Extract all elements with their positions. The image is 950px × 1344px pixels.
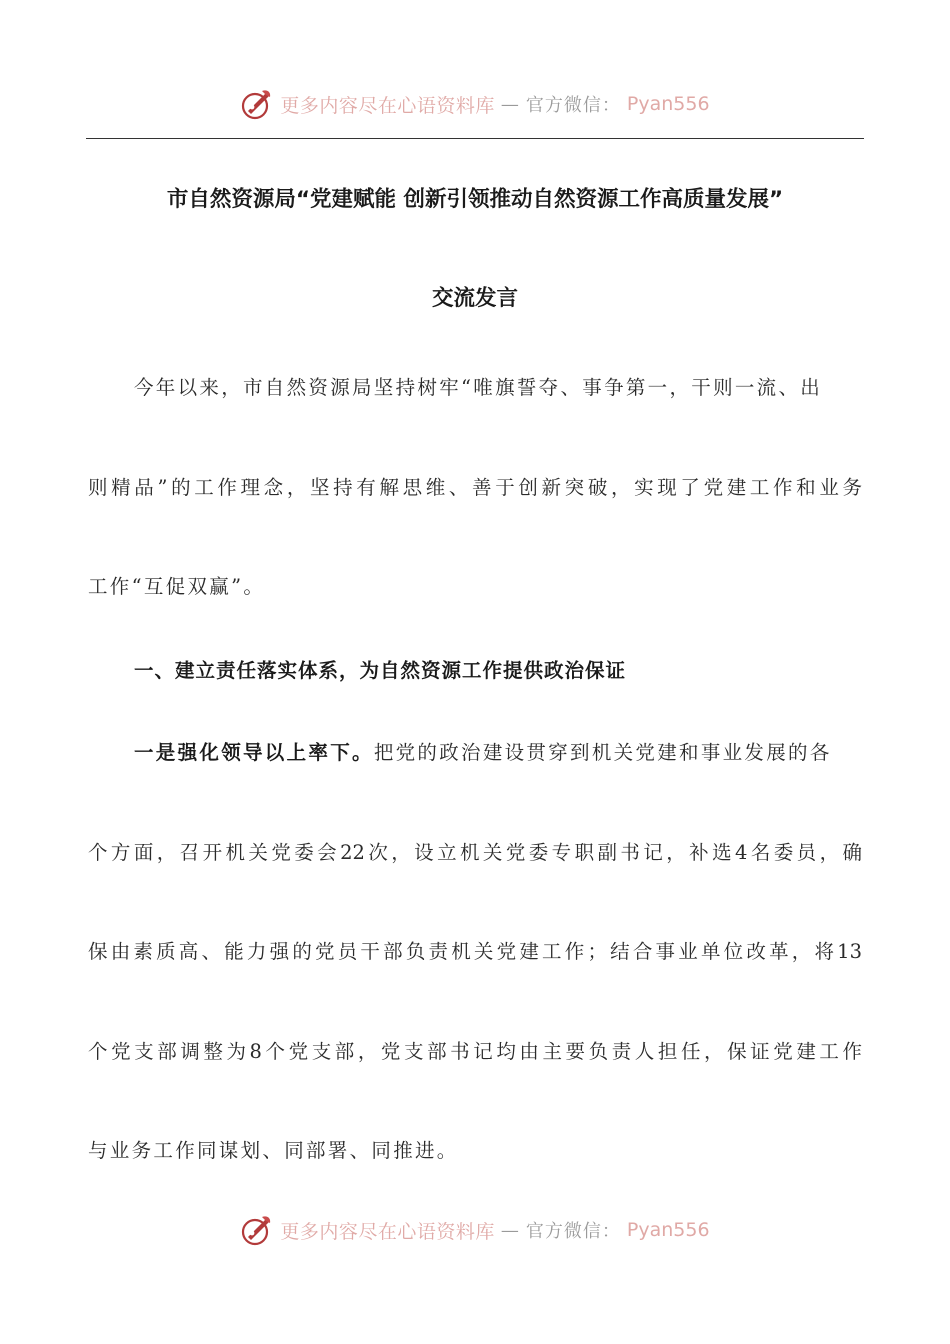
document-title: 市自然资源局“党建赋能 创新引领推动自然资源工作高质量发展” bbox=[166, 187, 784, 212]
para1-line-1-rest: 把党的政治建设贯穿到机关党建和事业发展的各 bbox=[373, 741, 832, 764]
watermark-label: 官方微信： bbox=[525, 95, 621, 116]
footer-watermark bbox=[0, 1210, 950, 1250]
document-subtitle: 交流发言 bbox=[431, 286, 518, 311]
watermark-wechat-id: Pyan556 bbox=[626, 1219, 710, 1241]
para1-line-2: 个方面，召开机关党委会22次，设立机关党委专职副书记，补选4名委员，确 bbox=[88, 841, 862, 864]
header-rule bbox=[86, 138, 864, 139]
watermark-dash: — bbox=[500, 1219, 520, 1241]
para1-line-1 bbox=[88, 737, 862, 765]
para1-line-5: 与业务工作同谋划、同部署、同推进。 bbox=[88, 1139, 459, 1162]
intro-line-1: 今年以来，市自然资源局坚持树牢“唯旗誓夺、事争第一，干则一流、出 bbox=[134, 376, 823, 399]
quill-seal-icon bbox=[240, 87, 274, 121]
watermark-main-text: 更多内容尽在心语资料库 bbox=[280, 94, 495, 117]
header-watermark bbox=[0, 84, 950, 124]
watermark-wechat-id: Pyan556 bbox=[626, 93, 710, 115]
watermark-label: 官方微信： bbox=[525, 1221, 621, 1242]
watermark-dash: — bbox=[500, 93, 520, 115]
quill-seal-icon bbox=[240, 1213, 274, 1247]
watermark-main-text: 更多内容尽在心语资料库 bbox=[280, 1220, 495, 1243]
intro-line-2: 则精品”的工作理念，坚持有解思维、善于创新突破，实现了党建工作和业务 bbox=[88, 476, 862, 499]
para1-line-4: 个党支部调整为8个党支部，党支部书记均由主要负责人担任，保证党建工作 bbox=[88, 1040, 862, 1063]
para1-line-3: 保由素质高、能力强的党员干部负责机关党建工作；结合事业单位改革，将13 bbox=[88, 940, 862, 963]
section-heading: 一、建立责任落实体系，为自然资源工作提供政治保证 bbox=[134, 659, 627, 682]
para1-lead: 一是强化领导以上率下。 bbox=[134, 741, 374, 764]
intro-line-3: 工作“互促双赢”。 bbox=[88, 575, 266, 598]
